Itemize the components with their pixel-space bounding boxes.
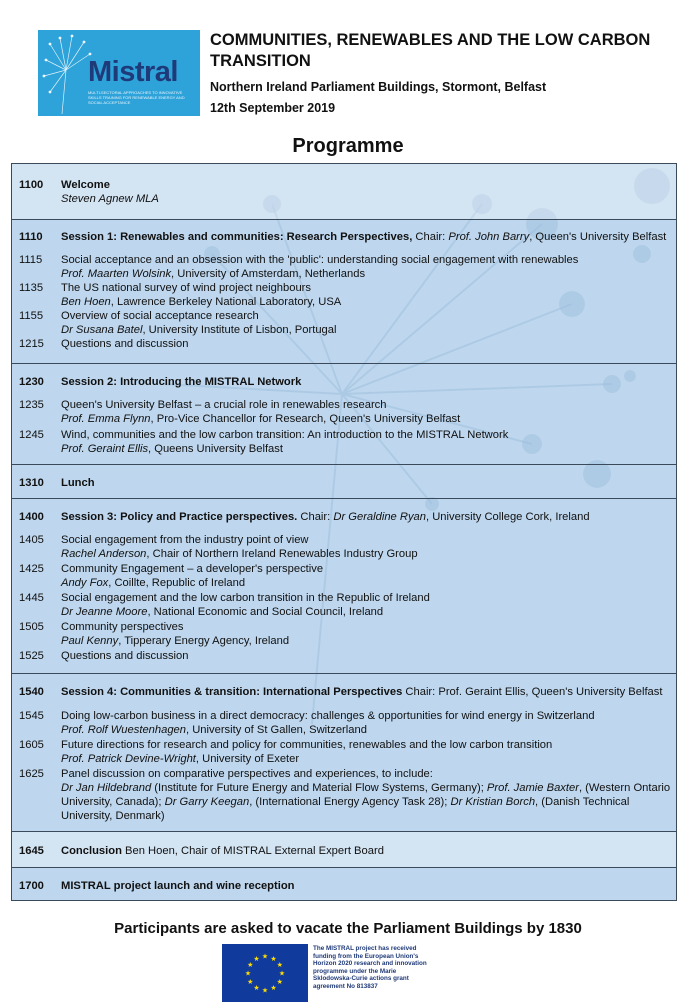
speaker-name: Prof. Maarten Wolsink bbox=[61, 268, 172, 280]
speaker-name: Prof. Emma Flynn bbox=[61, 413, 151, 425]
item-title: Lunch bbox=[61, 477, 95, 489]
section-session-2: 1230 Session 2: Introducing the MISTRAL Network 1235 Queen's University Belfast – a crucial role in renewables research Prof. Emma Flynn, Pro-Vice Chancellor for Research, Queen's University Belfast 1245 Wind, communities and the low carbon transition: An introduction to the MISTRAL Network Prof. Geraint Ellis, Queens University Belfast bbox=[12, 364, 676, 465]
panelist-name: Prof. Jamie Baxter bbox=[486, 782, 579, 794]
section-conclusion: 1645 Conclusion Ben Hoen, Chair of MISTRAL External Expert Board bbox=[12, 832, 676, 868]
eu-star-icon: ★ bbox=[278, 970, 286, 978]
vacate-notice: Participants are asked to vacate the Parliament Buildings by 1830 bbox=[114, 920, 582, 937]
item-title: MISTRAL project launch and wine reception bbox=[61, 880, 295, 892]
mistral-logo bbox=[38, 30, 200, 116]
item-time: 1525 bbox=[19, 650, 44, 662]
item-title: Welcome bbox=[61, 179, 110, 191]
talk-title: The US national survey of wind project neighbours bbox=[61, 282, 311, 294]
eu-star-icon: ★ bbox=[261, 987, 269, 995]
item-time: 1100 bbox=[19, 179, 44, 191]
eu-star-icon: ★ bbox=[244, 970, 252, 978]
eu-star-icon: ★ bbox=[247, 979, 254, 986]
eu-star-icon: ★ bbox=[276, 962, 283, 969]
talk-title: Wind, communities and the low carbon transition: An introduction to the MISTRAL Network bbox=[61, 429, 509, 441]
section-session-1: 1110 Session 1: Renewables and communities: Research Perspectives, Chair: Prof. John Barry, Queen's University Belfast 1115 Social acceptance and an obsession with the 'public': understanding social engagement with renewables Prof. Maarten Wolsink, University of Amsterdam, Netherlands 1135 The US national survey of wind project neighbours Ben Hoen, Lawrence Berkeley National Laboratory, USA 1155 Overview of social acceptance research Dr Susana Batel, University Institute of Lisbon, Portugal 1215 Questions and discussion bbox=[12, 220, 676, 364]
eu-funding-text: The MISTRAL project has received funding from the European Union's Horizon 2020 research and innovation programme under the Marie Sklodowska-Curie actions grant agreement No 813837 bbox=[313, 945, 427, 990]
item-time: 1215 bbox=[19, 338, 44, 350]
eu-star-icon: ★ bbox=[247, 962, 254, 969]
item-time: 1310 bbox=[19, 477, 44, 489]
eu-star-icon: ★ bbox=[253, 985, 260, 993]
item-time: 1405 bbox=[19, 534, 44, 546]
eu-stars-icon bbox=[222, 944, 308, 1002]
section-welcome bbox=[12, 164, 676, 220]
session-title: Session 1: Renewables and communities: Research Perspectives, bbox=[61, 231, 413, 243]
logo-tagline: MULTI-SECTORAL APPROACHES TO INNOVATIVE SKILLS TRAINING FOR RENEWABLE ENERGY AND SOCIAL ACCEPTANCE bbox=[88, 90, 185, 105]
item-time: 1605 bbox=[19, 739, 44, 751]
event-header bbox=[210, 30, 680, 115]
item-time: 1155 bbox=[19, 310, 44, 322]
speaker-name: Paul Kenny bbox=[61, 635, 119, 647]
talk-title: Questions and discussion bbox=[61, 338, 189, 350]
item-time: 1110 bbox=[19, 231, 43, 243]
event-venue: Northern Ireland Parliament Buildings, Stormont, Belfast bbox=[210, 80, 547, 94]
programme-table bbox=[11, 163, 677, 901]
eu-star-icon: ★ bbox=[276, 979, 283, 986]
item-time: 1425 bbox=[19, 563, 44, 575]
speaker-name: Dr Jeanne Moore bbox=[61, 606, 148, 618]
item-time: 1445 bbox=[19, 592, 44, 604]
logo-wordmark: Mistral bbox=[88, 56, 178, 88]
talk-title: Social engagement and the low carbon transition in the Republic of Ireland bbox=[61, 592, 430, 604]
panelist-name: Dr Jan Hildebrand bbox=[61, 782, 152, 794]
eu-flag-icon bbox=[222, 944, 308, 1002]
panelist-name: Dr Kristian Borch bbox=[450, 796, 536, 808]
event-date: 12th September 2019 bbox=[210, 101, 336, 115]
item-time: 1400 bbox=[19, 511, 44, 523]
programme-heading: Programme bbox=[292, 135, 404, 157]
item-time: 1545 bbox=[19, 710, 44, 722]
section-session-4: 1540 Session 4: Communities & transition: International Perspectives Chair: Prof. Geraint Ellis, Queen's University Belfast 1545 Doing low-carbon business in a direct democracy: challenges & opportunities for wind energy in Switzerland Prof. Rolf Wuestenhagen, University of St Gallen, Switzerland 1605 Future directions for research and policy for communities, renewables and the low carbon transition Prof. Patrick Devine-Wright, University of Exeter 1625 Panel discussion on comparative perspectives and experiences, to include: Dr Jan Hildebrand (Institute for Future Energy and Material Flow Systems, Germany); Prof. Jamie Baxter, (Western Ontario University, Canada); Dr Garry Keegan, (International Energy Agency Task 28); Dr Kristian Borch, (Danish Technical University, Denmark) bbox=[12, 674, 676, 832]
speaker-name: Prof. Rolf Wuestenhagen bbox=[61, 724, 186, 736]
speaker-name: Rachel Anderson bbox=[61, 548, 147, 560]
chair-name: Dr Geraldine Ryan bbox=[333, 511, 427, 523]
item-time: 1245 bbox=[19, 429, 44, 441]
speaker-name: Steven Agnew MLA bbox=[61, 193, 159, 205]
talk-title: Future directions for research and policy for communities, renewables and the low carbon transition bbox=[61, 739, 553, 751]
section-launch bbox=[12, 868, 676, 901]
talk-title: Social acceptance and an obsession with the 'public': understanding social engagement with renewables bbox=[61, 254, 579, 266]
speaker-name: Prof. Patrick Devine-Wright bbox=[61, 753, 196, 765]
item-time: 1115 bbox=[19, 254, 43, 266]
section-lunch bbox=[12, 465, 676, 499]
item-time: 1700 bbox=[19, 880, 44, 892]
speaker-name: Ben Hoen bbox=[61, 296, 111, 308]
item-title: Conclusion bbox=[61, 845, 122, 857]
item-time: 1625 bbox=[19, 768, 44, 780]
talk-title: Social engagement from the industry point of view bbox=[61, 534, 309, 546]
session-title: Session 2: Introducing the MISTRAL Network bbox=[61, 376, 302, 388]
chair-name: Prof. John Barry bbox=[448, 231, 530, 243]
talk-title: Community perspectives bbox=[61, 621, 184, 633]
talk-title: Queen's University Belfast – a crucial role in renewables research bbox=[61, 399, 387, 411]
talk-title: Questions and discussion bbox=[61, 650, 189, 662]
event-title: COMMUNITIES, RENEWABLES AND THE LOW CARBON TRANSITION bbox=[210, 31, 651, 70]
eu-star-icon: ★ bbox=[270, 955, 277, 963]
item-time: 1135 bbox=[19, 282, 44, 294]
item-time: 1230 bbox=[19, 376, 44, 388]
speaker-name: Prof. Geraint Ellis bbox=[61, 443, 149, 455]
speaker-name: Dr Susana Batel bbox=[61, 324, 143, 336]
item-time: 1505 bbox=[19, 621, 44, 633]
session-title: Session 3: Policy and Practice perspectives. bbox=[61, 511, 298, 523]
talk-title: Overview of social acceptance research bbox=[61, 310, 259, 322]
speaker-name: Andy Fox bbox=[61, 577, 109, 589]
eu-star-icon: ★ bbox=[270, 985, 277, 993]
chair-name: Chair: Prof. Geraint Ellis, Queen's University Belfast bbox=[402, 686, 663, 698]
talk-title: Doing low-carbon business in a direct democracy: challenges & opportunities for wind energy in Switzerland bbox=[61, 710, 595, 722]
eu-star-icon: ★ bbox=[261, 953, 269, 961]
section-session-3: 1400 Session 3: Policy and Practice perspectives. Chair: Dr Geraldine Ryan, University College Cork, Ireland 1405 Social engagement from the industry point of view Rachel Anderson, Chair of Northern Ireland Renewables Industry Group 1425 Community Engagement – a developer's perspective Andy Fox, Coillte, Republic of Ireland 1445 Social engagement and the low carbon transition in the Republic of Ireland Dr Jeanne Moore, National Economic and Social Council, Ireland 1505 Community perspectives Paul Kenny, Tipperary Energy Agency, Ireland 1525 Questions and discussion bbox=[12, 499, 676, 674]
panelist-name: Dr Garry Keegan bbox=[164, 796, 250, 808]
eu-star-icon: ★ bbox=[253, 955, 260, 963]
item-time: 1645 bbox=[19, 845, 44, 857]
talk-title: Panel discussion on comparative perspectives and experiences, to include: bbox=[61, 768, 433, 780]
session-title: Session 4: Communities & transition: International Perspectives bbox=[61, 686, 403, 698]
item-time: 1235 bbox=[19, 399, 44, 411]
talk-title: Community Engagement – a developer's perspective bbox=[61, 563, 324, 575]
item-time: 1540 bbox=[19, 686, 44, 698]
